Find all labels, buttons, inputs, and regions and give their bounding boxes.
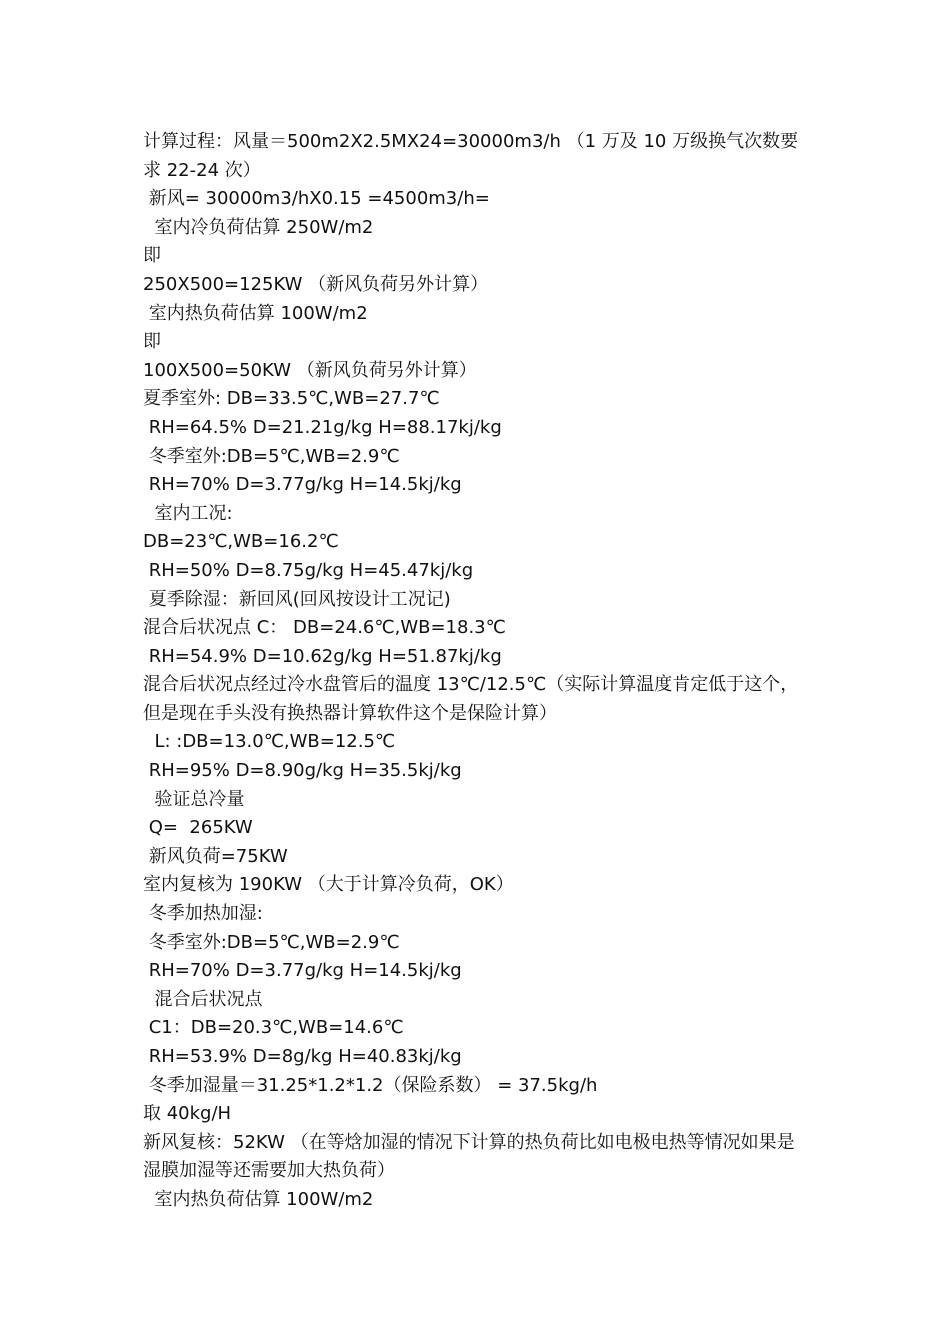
text-line-mixed-point-c: 混合后状况点 C： DB=24.6℃,WB=18.3℃	[143, 617, 506, 639]
text-line-fresh-air: 新风= 30000m3/hX0.15 =4500m3/h=	[143, 188, 490, 210]
text-line-coil-temperature: 混合后状况点经过冷水盘管后的温度 13℃/12.5℃（实际计算温度肯定低于这个，但是现在手头没有换热器计算软件这个是保险计算）	[143, 674, 799, 724]
text-line-point-l: L: :DB=13.0℃,WB=12.5℃	[143, 731, 396, 753]
text-line-summer-outdoor-rh: RH=64.5% D=21.21g/kg H=88.17kj/kg	[143, 416, 502, 438]
text-line-point-c1: C1：DB=20.3℃,WB=14.6℃	[143, 1017, 404, 1039]
text-line-summer-dehumidify: 夏季除湿：新回风(回风按设计工况记)	[143, 588, 451, 610]
text-line-indoor-check: 室内复核为 190KW （大于计算冷负荷，OK）	[143, 874, 514, 896]
text-line-indoor-heating-estimate-2: 室内热负荷估算 100W/m2	[143, 1188, 374, 1210]
text-line-point-c1-rh: RH=53.9% D=8g/kg H=40.83kj/kg	[143, 1046, 462, 1067]
text-line-mixed-point-c-rh: RH=54.9% D=10.62g/kg H=51.87kj/kg	[143, 645, 502, 667]
document-body	[143, 128, 808, 1215]
text-line-fresh-air-check: 新风复核：52KW （在等焓加湿的情况下计算的热负荷比如电极电热等情况如果是湿膜加湿等还需要加大热负荷）	[143, 1131, 795, 1182]
text-line-mixed-point: 混合后状况点	[143, 988, 263, 1010]
text-line-verify-cooling: 验证总冷量	[143, 788, 245, 810]
text-line-ji: 即	[143, 245, 161, 267]
text-line-winter-outdoor-rh: RH=70% D=3.77g/kg H=14.5kj/kg	[143, 474, 462, 496]
text-line-cooling-total: 250X500=125KW （新风负荷另外计算）	[143, 273, 489, 295]
text-line-indoor-db: DB=23℃,WB=16.2℃	[143, 531, 339, 553]
text-line-humidification: 冬季加湿量＝31.25*1.2*1.2（保险系数） = 37.5kg/h	[143, 1074, 598, 1096]
text-line-take-40: 取 40kg/H	[143, 1103, 232, 1125]
text-line-indoor-cooling-estimate: 室内冷负荷估算 250W/m2	[143, 216, 374, 238]
text-line-point-l-rh: RH=95% D=8.90g/kg H=35.5kj/kg	[143, 760, 462, 782]
text-line-ji-2: 即	[143, 331, 161, 353]
text-line-fresh-air-load: 新风负荷=75KW	[143, 845, 288, 867]
text-line-indoor-conditions: 室内工况:	[143, 502, 233, 524]
text-line-summer-outdoor: 夏季室外: DB=33.5℃,WB=27.7℃	[143, 388, 440, 410]
text-line-winter-outdoor: 冬季室外:DB=5℃,WB=2.9℃	[143, 445, 400, 467]
text-line-winter-heating: 冬季加热加湿:	[143, 903, 263, 925]
text-line-winter-outdoor-2: 冬季室外:DB=5℃,WB=2.9℃	[143, 931, 400, 953]
text-line-winter-outdoor-rh-2: RH=70% D=3.77g/kg H=14.5kj/kg	[143, 960, 462, 982]
text-line-indoor-heating-estimate: 室内热负荷估算 100W/m2	[143, 302, 368, 324]
text-line-q-value: Q= 265KW	[143, 817, 253, 839]
text-line-calculation-airflow: 计算过程：风量＝500m2X2.5MX24=30000m3/h （1 万及 10 万级换气次数要求 22-24 次）	[143, 131, 799, 181]
text-line-indoor-rh: RH=50% D=8.75g/kg H=45.47kj/kg	[143, 559, 474, 581]
text-line-heating-total: 100X500=50KW （新风负荷另外计算）	[143, 359, 477, 381]
